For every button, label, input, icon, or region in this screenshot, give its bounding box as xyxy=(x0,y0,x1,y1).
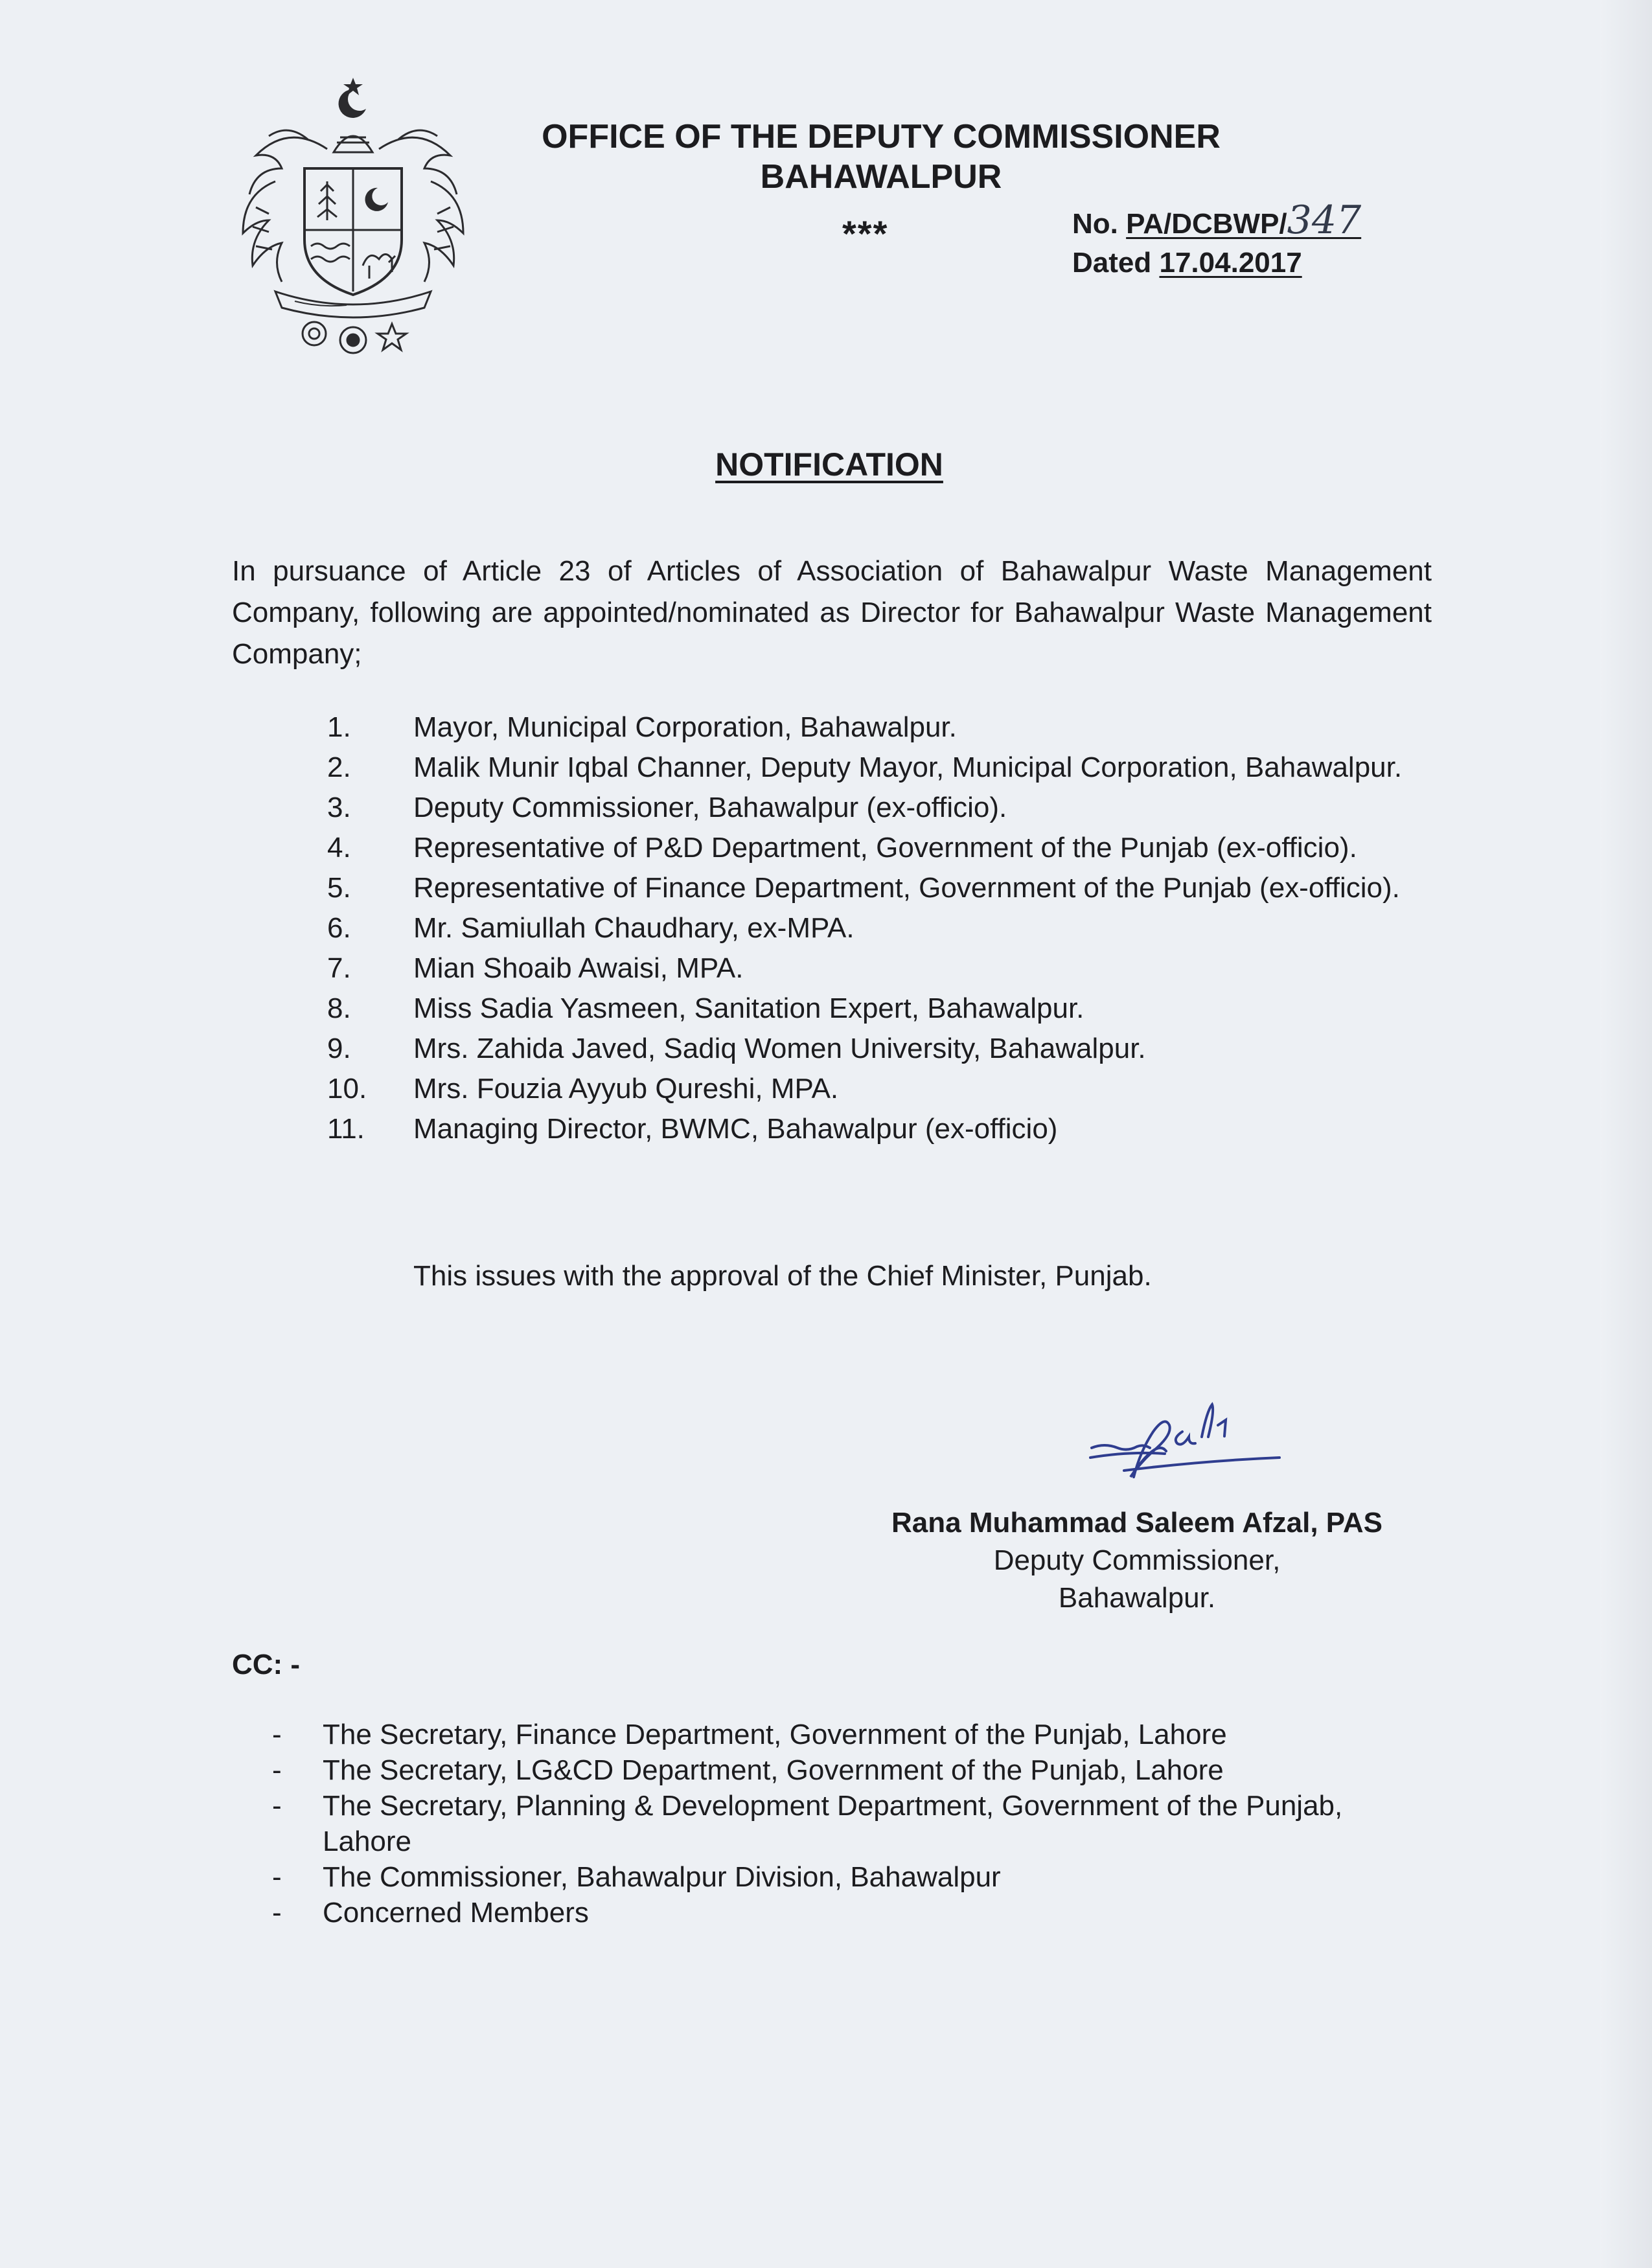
ref-no-prefix: PA/DCBWP/ xyxy=(1126,208,1287,240)
list-item-text: The Secretary, Finance Department, Government of the Punjab, Lahore xyxy=(323,1719,1227,1750)
reference-number xyxy=(1072,198,1362,244)
dated-label: Dated xyxy=(1072,247,1152,279)
list-item xyxy=(327,1069,1432,1109)
list-item-number: 9. xyxy=(327,1033,351,1064)
intro-paragraph: In pursuance of Article 23 of Articles of Association of Bahawalpur Waste Management Company, following are appointed/nominated as Director for Bahawalpur Waste Management Company; xyxy=(232,555,1432,670)
list-item-text: Concerned Members xyxy=(323,1897,589,1929)
ref-no-value xyxy=(1126,198,1362,243)
list-bullet: - xyxy=(272,1897,282,1929)
notification-heading: NOTIFICATION xyxy=(715,446,943,483)
cc-label: CC: - xyxy=(232,1649,301,1680)
list-item-number: 2. xyxy=(327,751,351,783)
list-item-number: 1. xyxy=(327,711,351,743)
list-item xyxy=(327,788,1432,828)
list-item-number: 6. xyxy=(327,912,351,944)
reference-block xyxy=(1072,198,1362,282)
list-item-text: Mrs. Zahida Javed, Sadiq Women University, Bahawalpur. xyxy=(413,1033,1146,1064)
list-item-text: Managing Director, BWMC, Bahawalpur (ex-officio) xyxy=(413,1113,1058,1145)
ref-no-handwritten-number: 347 xyxy=(1287,198,1362,243)
cc-list xyxy=(272,1717,1432,1930)
list-item-text: Mrs. Fouzia Ayyub Qureshi, MPA. xyxy=(413,1073,839,1105)
signatory-designation: Deputy Commissioner, xyxy=(993,1544,1281,1576)
approval-statement: This issues with the approval of the Chief Minister, Punjab. xyxy=(413,1260,1152,1292)
list-item xyxy=(272,1895,1432,1930)
date-line xyxy=(1072,244,1361,282)
coat-of-arms-emblem xyxy=(230,78,476,363)
office-line-1: OFFICE OF THE DEPUTY COMMISSIONER xyxy=(542,118,1221,155)
list-item-number: 8. xyxy=(327,992,351,1024)
list-item-number: 4. xyxy=(327,832,351,864)
list-item-number: 10. xyxy=(327,1073,367,1105)
list-bullet: - xyxy=(272,1861,282,1893)
list-item-text: Mayor, Municipal Corporation, Bahawalpur. xyxy=(413,711,957,743)
list-item xyxy=(327,707,1432,748)
list-item xyxy=(327,1109,1432,1149)
list-item-number: 5. xyxy=(327,872,351,904)
separator-stars: *** xyxy=(842,213,889,254)
ref-no-label: No. xyxy=(1072,208,1118,240)
office-title xyxy=(453,117,1309,197)
list-item-text: Deputy Commissioner, Bahawalpur (ex-officio). xyxy=(413,792,1007,823)
list-bullet: - xyxy=(272,1754,282,1786)
list-item-text: Representative of Finance Department, Government of the Punjab (ex-officio). xyxy=(413,872,1400,904)
list-item-text: Mian Shoaib Awaisi, MPA. xyxy=(413,952,744,984)
signatory-name: Rana Muhammad Saleem Afzal, PAS xyxy=(891,1507,1382,1539)
list-item xyxy=(327,868,1432,908)
office-line-2: BAHAWALPUR xyxy=(760,158,1002,196)
list-item xyxy=(272,1788,1432,1859)
list-item-number: 11. xyxy=(327,1113,365,1145)
list-item-number: 3. xyxy=(327,792,351,823)
list-item-text: The Commissioner, Bahawalpur Division, Bahawalpur xyxy=(323,1861,1001,1893)
list-item-text: The Secretary, LG&CD Department, Government of the Punjab, Lahore xyxy=(323,1754,1224,1786)
list-item-text: The Secretary, Planning & Development Department, Government of the Punjab, Lahore xyxy=(323,1790,1343,1857)
list-item xyxy=(272,1859,1432,1895)
list-bullet: - xyxy=(272,1790,282,1822)
list-item xyxy=(327,908,1432,948)
appointees-list xyxy=(327,707,1432,1149)
list-item xyxy=(272,1752,1432,1788)
list-item-text: Representative of P&D Department, Government of the Punjab (ex-officio). xyxy=(413,832,1357,864)
list-item xyxy=(327,828,1432,868)
page-edge-shadow xyxy=(1600,0,1652,2268)
list-item xyxy=(327,748,1432,788)
handwritten-signature xyxy=(1079,1393,1286,1490)
list-item-text: Miss Sadia Yasmeen, Sanitation Expert, Bahawalpur. xyxy=(413,992,1084,1024)
list-item xyxy=(327,1029,1432,1069)
list-bullet: - xyxy=(272,1719,282,1750)
list-item-text: Mr. Samiullah Chaudhary, ex-MPA. xyxy=(413,912,855,944)
signatory-place: Bahawalpur. xyxy=(1058,1582,1216,1614)
list-item-text: Malik Munir Iqbal Channer, Deputy Mayor, Municipal Corporation, Bahawalpur. xyxy=(413,751,1403,783)
list-item xyxy=(327,948,1432,989)
list-item-number: 7. xyxy=(327,952,351,984)
dated-value: 17.04.2017 xyxy=(1159,247,1302,279)
list-item xyxy=(272,1717,1432,1752)
list-item xyxy=(327,989,1432,1029)
signatory-block xyxy=(871,1504,1403,1617)
